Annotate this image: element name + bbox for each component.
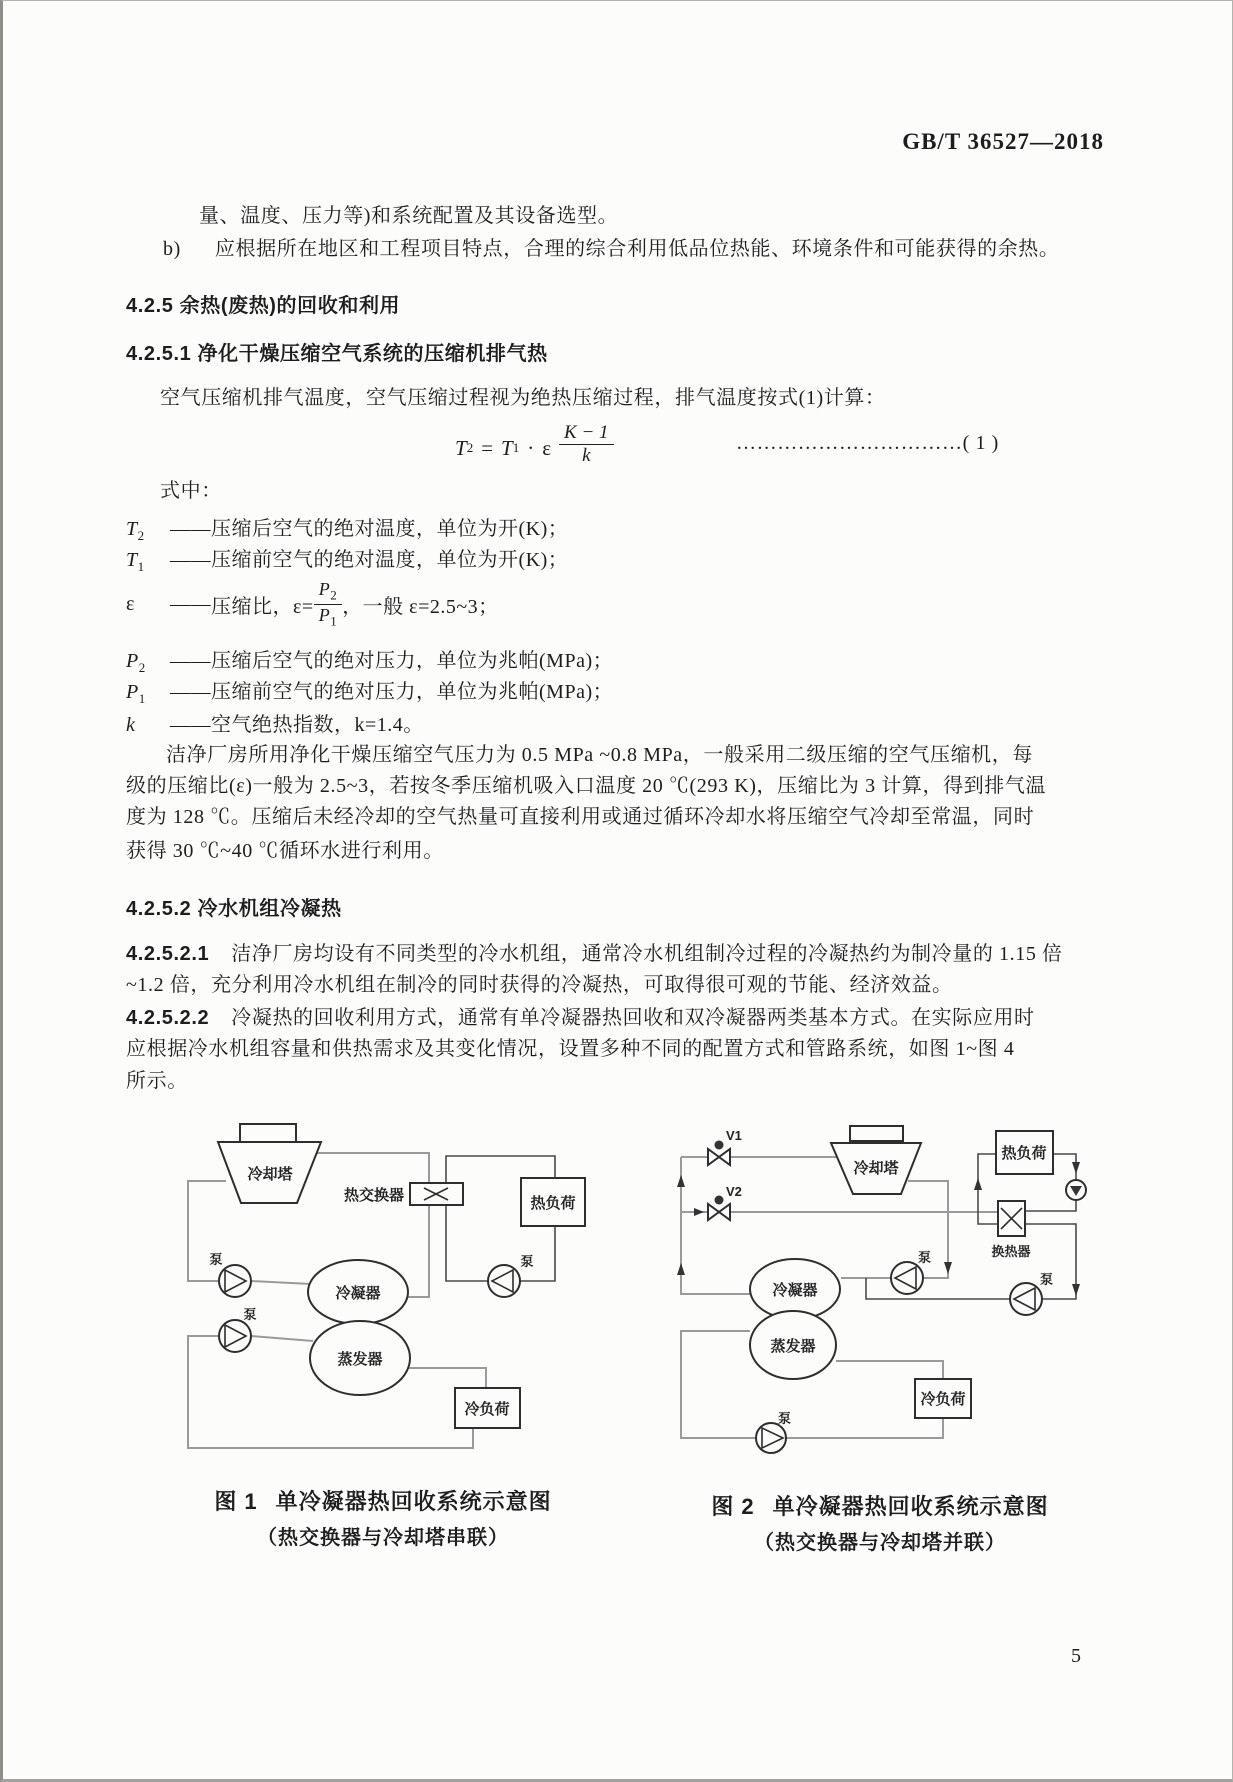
list-item-b-label: b)	[163, 238, 181, 260]
evaporator-label: 蒸发器	[770, 1338, 816, 1355]
paragraph-line: 度为 128 ℃。压缩后未经冷却的空气热量可直接利用或通过循环冷却水将压缩空气冷却至常温，同时	[126, 806, 1035, 828]
flow-arrow-up-icon	[677, 1263, 685, 1275]
valve-v1-actuator-icon	[715, 1141, 724, 1150]
heat-exchanger-label: 热交换器	[343, 1187, 404, 1204]
doc-code-header: GB/T 36527—2018	[902, 129, 1104, 154]
cold-load-label: 冷负荷	[464, 1401, 510, 1418]
pump-label: 泵	[243, 1307, 257, 1322]
figure-2-caption-sub: （热交换器与冷却塔并联）	[754, 1532, 1006, 1554]
formula-number: ( 1 )	[962, 432, 999, 454]
section-heading-4-2-5-2: 4.2.5.2 冷水机组冷凝热	[126, 898, 342, 920]
section-heading-4-2-5: 4.2.5 余热(废热)的回收和利用	[126, 295, 401, 317]
pipe	[251, 1281, 311, 1284]
pipe	[786, 1418, 943, 1438]
formula-dots: ……………………………( 1 )	[736, 432, 999, 454]
pump-label: 泵	[1040, 1272, 1054, 1287]
where-label: 式中：	[160, 480, 222, 502]
cooling-tower-fan-box	[850, 1126, 903, 1141]
pipe	[409, 1368, 486, 1388]
clause-number: 4.2.5.2.1	[126, 943, 210, 965]
flow-arrow-down-icon	[944, 1262, 952, 1274]
pipe	[1053, 1154, 1076, 1180]
heat-load-label: 热负荷	[530, 1195, 576, 1212]
paragraph-4-2-5-2-2: 4.2.5.2.2 冷凝热的回收利用方式，通常有单冷凝器热回收和双冷凝器两类基本方式。在实际应用时	[126, 1007, 1035, 1029]
epsilon-fraction: $\frac{P_2}{P_1}$	[314, 580, 343, 627]
pipe	[866, 1278, 1010, 1299]
condenser-label: 冷凝器	[772, 1282, 818, 1299]
figure-2-diagram	[598, 1086, 1138, 1471]
valve-v1-icon	[719, 1149, 730, 1165]
evaporator-label: 蒸发器	[337, 1351, 383, 1368]
paragraph-line: ~1.2 倍，充分利用冷水机组在制冷的同时获得的冷凝热，可取得很可观的节能、经济效益。	[126, 974, 953, 996]
valve-v1-label: V1	[726, 1128, 742, 1143]
flow-arrow-right-icon	[694, 1208, 704, 1216]
pipe	[446, 1205, 488, 1281]
cold-load-label: 冷负荷	[920, 1391, 966, 1408]
figure-1-caption: 图 1 单冷凝器热回收系统示意图	[214, 1489, 552, 1514]
paragraph-line: 获得 30 ℃~40 ℃循环水进行利用。	[126, 840, 444, 862]
definition-k: k —— 空气绝热指数，k=1.4。	[126, 714, 424, 736]
valve-v2-label: V2	[726, 1184, 742, 1199]
pipe	[317, 1153, 429, 1183]
formula-exponent-fraction: $\frac{K - 1}{k}$	[559, 423, 614, 466]
paragraph-line: 洁净厂房所用净化干燥压缩空气压力为 0.5 MPa ~0.8 MPa，一般采用二级压缩的空气压缩机，每	[166, 744, 1033, 766]
figure-1-diagram	[133, 1091, 603, 1471]
pump-label: 泵	[918, 1250, 932, 1265]
paragraph-line: 所示。	[126, 1070, 188, 1092]
cooling-tower-label: 冷却塔	[247, 1166, 293, 1183]
flow-arrow-up-icon	[677, 1175, 685, 1187]
clause-number: 4.2.5.2.2	[126, 1007, 210, 1029]
section-heading-4-2-5-1: 4.2.5.1 净化干燥压缩空气系统的压缩机排气热	[126, 343, 548, 365]
cooling-tower-label: 冷却塔	[853, 1160, 899, 1177]
pipe	[681, 1157, 752, 1294]
flow-arrow-up-icon	[974, 1178, 982, 1190]
figure-1-caption-sub: （热交换器与冷却塔串联）	[257, 1527, 509, 1549]
valve-v2-icon	[719, 1204, 730, 1220]
valve-v2-actuator-icon	[715, 1196, 724, 1205]
cooling-tower-fan-box	[240, 1124, 296, 1142]
figure-2-caption: 图 2 单冷凝器热回收系统示意图	[711, 1494, 1049, 1519]
page-number: 5	[1071, 1645, 1081, 1667]
definition-epsilon: ε —— 压缩比，ε= $\frac{P_2}{P_1}$ ，一般 ε=2.5~3；	[126, 579, 499, 629]
paragraph-4-2-5-2-1: 4.2.5.2.1 洁净厂房均设有不同类型的冷水机组，通常冷水机组制冷过程的冷凝热约为制冷量的 1.15 倍	[126, 943, 1063, 965]
definition-T1: $T_1$ —— 压缩前空气的绝对温度，单位为开(K)；	[126, 549, 569, 574]
flow-arrow-down-icon	[1072, 1162, 1080, 1174]
flow-arrow-down-icon	[1072, 1284, 1080, 1296]
formula-1: T 2 = T 1 · ε $\frac{K - 1}{k}$	[455, 422, 614, 474]
pipe	[251, 1336, 313, 1341]
formula-T2: T	[455, 435, 467, 460]
definition-P1: $P_1$ —— 压缩前空气的绝对压力，单位为兆帕(MPa)；	[126, 681, 614, 706]
pipe	[681, 1331, 756, 1438]
heat-load-label: 热负荷	[1001, 1145, 1047, 1162]
list-item-b-text: 应根据所在地区和工程项目特点，合理的综合利用低品位热能、环境条件和可能获得的余热。	[214, 238, 1060, 260]
formula-epsilon: ε	[542, 435, 552, 460]
pump-label: 泵	[778, 1411, 792, 1426]
pipe	[836, 1361, 943, 1379]
heat-exchanger-label: 换热器	[991, 1244, 1031, 1259]
pipe	[1025, 1200, 1076, 1211]
formula-intro: 空气压缩机排气温度，空气压缩过程视为绝热压缩过程，排气温度按式(1)计算：	[160, 387, 886, 409]
paragraph-line: 级的压缩比(ε)一般为 2.5~3，若按冬季压缩机吸入口温度 20 ℃(293 K)，压缩比为 3 计算，得到排气温	[126, 775, 1047, 797]
pipe	[407, 1205, 429, 1297]
condenser-label: 冷凝器	[335, 1285, 381, 1302]
definition-T2: $T_2$ —— 压缩后空气的绝对温度，单位为开(K)；	[126, 518, 569, 543]
pump-label: 泵	[520, 1254, 534, 1269]
list-item-b	[163, 237, 1059, 261]
definition-P2: $P_2$ —— 压缩后空气的绝对压力，单位为兆帕(MPa)；	[126, 650, 614, 675]
paragraph-line: 应根据冷水机组容量和供热需求及其变化情况，设置多种不同的配置方式和管路系统，如图 1~图 4	[126, 1038, 1015, 1060]
body-line-continuation: 量、温度、压力等)和系统配置及其设备选型。	[199, 205, 619, 227]
pump-label: 泵	[209, 1252, 223, 1267]
